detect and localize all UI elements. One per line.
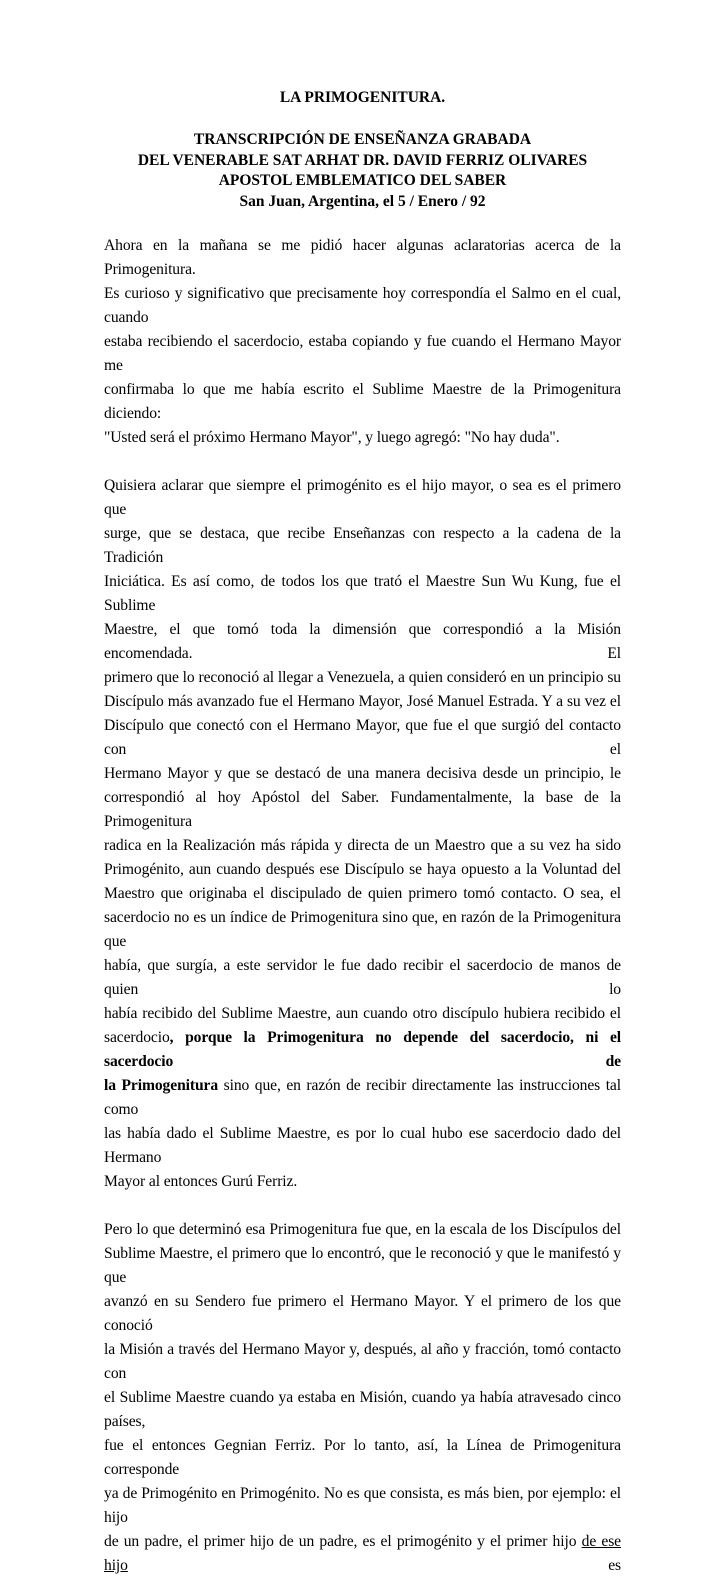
text-line: confirmaba lo que me había escrito el Sublime Maestre de la Primogenitura diciendo: [104,381,621,422]
text-segment: sino que, en razón de recibir directamente las instrucciones tal como [104,1077,621,1118]
document-title: LA PRIMOGENITURA. [279,89,446,106]
text-segment: es [127,1557,621,1574]
header-role-line: APOSTOL EMBLEMATICO DEL SABER [218,172,507,189]
text-line-with-underline [104,1530,621,1578]
text-line: el Sublime Maestre cuando ya estaba en Misión, cuando ya había atravesado cinco países, [104,1389,621,1430]
document-page [104,88,621,1578]
header-author-line: DEL VENERABLE SAT ARHAT DR. DAVID FERRIZ OLIVARES [137,151,588,169]
text-segment: sacerdocio [104,1029,170,1046]
header-place-date-line: San Juan, Argentina, el 5 / Enero / 92 [239,192,486,210]
text-line: "Usted será el próximo Hermano Mayor", y luego agregó: "No hay duda". [104,429,560,446]
paragraph-2 [104,474,621,1194]
paragraph-1 [104,234,621,450]
text-line: Ahora en la mañana se me pidió hacer algunas aclaratorias acerca de la Primogenitura. [104,237,621,278]
text-line: Discípulo más avanzado fue el Hermano Mayor, José Manuel Estrada. Y a su vez el [104,693,621,710]
text-segment: de un padre, el primer hijo de un padre, es el primogénito y el primer hijo [104,1533,582,1550]
text-line: Sublime Maestre, el primero que lo encontró, que le reconoció y que le manifestó y que [104,1245,621,1286]
text-line: las había dado el Sublime Maestre, es por lo cual hubo ese sacerdocio dado del Hermano [104,1125,621,1166]
text-line: había, que surgía, a este servidor le fue dado recibir el sacerdocio de manos de quien lo [104,957,621,998]
text-line: sacerdocio no es un índice de Primogenitura sino que, en razón de la Primogenitura que [104,909,621,950]
text-line-with-bold [104,1026,621,1074]
text-line: Primogénito, aun cuando después ese Discípulo se haya opuesto a la Voluntad del [104,861,621,878]
bold-emphasis: la Primogenitura [104,1077,219,1094]
paragraph-3 [104,1218,621,1578]
text-line: avanzó en su Sendero fue primero el Hermano Mayor. Y el primero de los que conoció [104,1293,621,1334]
text-line: primero que lo reconoció al llegar a Venezuela, a quien consideró en un principio su [104,669,621,686]
text-line: Es curioso y significativo que precisamente hoy correspondía el Salmo en el cual, cuando [104,285,621,326]
text-line: surge, que se destaca, que recibe Enseñanzas con respecto a la cadena de la Tradición [104,525,621,566]
text-line: Hermano Mayor y que se destacó de una manera decisiva desde un principio, le [104,765,621,782]
text-line: había recibido del Sublime Maestre, aun cuando otro discípulo hubiera recibido el [104,1005,621,1022]
text-line: ya de Primogénito en Primogénito. No es que consista, es más bien, por ejemplo: el hijo [104,1485,621,1526]
bold-emphasis: , porque la Primogenitura no depende del sacerdocio, ni el sacerdocio de [104,1029,621,1070]
text-line: Pero lo que determinó esa Primogenitura fue que, en la escala de los Discípulos del [104,1221,621,1238]
text-line: Mayor al entonces Gurú Ferriz. [104,1173,298,1190]
text-line: Maestre, el que tomó toda la dimensión que correspondió a la Misión encomendada. El [104,621,621,662]
text-line: Quisiera aclarar que siempre el primogénito es el hijo mayor, o sea es el primero que [104,477,621,518]
text-line: Discípulo que conectó con el Hermano Mayor, que fue el que surgió del contacto con el [104,717,621,758]
text-line-with-bold [104,1074,621,1122]
text-line: correspondió al hoy Apóstol del Saber. Fundamentalmente, la base de la Primogenitura [104,789,621,830]
text-line: estaba recibiendo el sacerdocio, estaba copiando y fue cuando el Hermano Mayor me [104,333,621,374]
text-line: radica en la Realización más rápida y directa de un Maestro que a su vez ha sido [104,837,621,854]
text-line: Iniciática. Es así como, de todos los que trató el Maestre Sun Wu Kung, fue el Sublime [104,573,621,614]
text-line: Maestro que originaba el discipulado de quien primero tomó contacto. O sea, el [104,885,621,902]
underlined-phrase: de ese hijo [104,1533,621,1574]
document-header [64,130,661,212]
header-transcription-line: TRANSCRIPCIÓN DE ENSEÑANZA GRABADA [193,131,532,148]
text-line: la Misión a través del Hermano Mayor y, después, al año y fracción, tomó contacto con [104,1341,621,1382]
text-line: fue el entonces Gegnian Ferriz. Por lo tanto, así, la Línea de Primogenitura corresponde [104,1437,621,1478]
